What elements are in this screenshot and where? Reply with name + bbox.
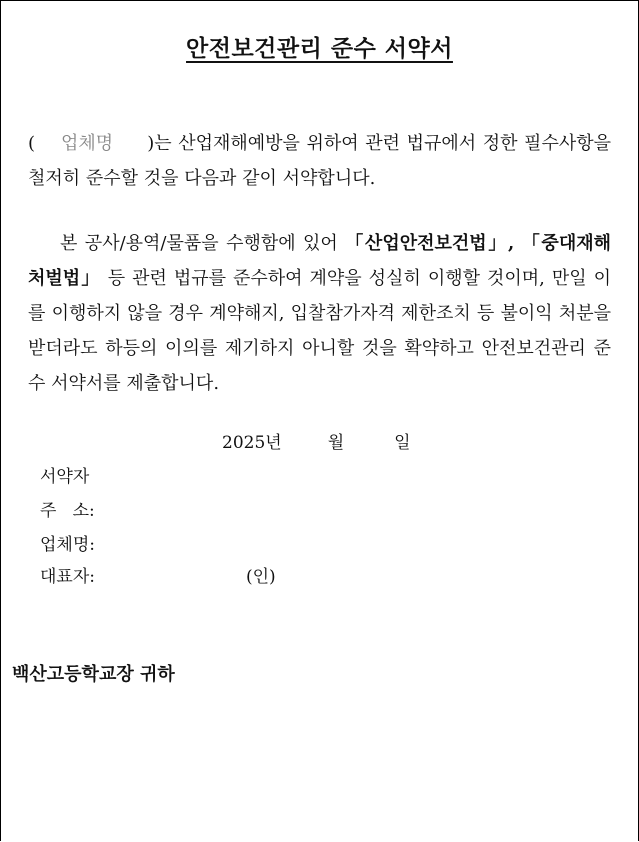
- date-day: 일: [394, 433, 411, 453]
- pledge-paragraph-2-rest: 등 관련 법규를 준수하여 계약을 성실히 이행할 것이며, 만일 이를 이행하지 않을 경우 계약해지, 입찰참가자격 제한조치 등 불이익 처분을 받더라도 하등의 이의를 제기하지 아니할 것을 확약하고 안전보건관리 준수 서약서를 제출합니다.: [28, 268, 611, 394]
- law-serious-accidents: 「중대재해처벌법」: [28, 233, 611, 289]
- representative-label: 대표자:: [40, 567, 95, 587]
- seal-mark: (인): [246, 567, 276, 587]
- signer-label: 서약자: [40, 467, 90, 487]
- company-name-placeholder: 업체명: [61, 133, 114, 154]
- date-month: 월: [327, 433, 345, 453]
- pledge-paragraph-1: [28, 126, 611, 196]
- pledge-paragraph-2: [28, 226, 611, 401]
- date-line: [222, 428, 411, 453]
- company-label: 업체명:: [40, 535, 95, 555]
- open-paren: (: [28, 133, 36, 154]
- law-industrial-safety: 「산업안전보건법」,: [345, 233, 515, 254]
- recipient: 백산고등학교장 귀하: [12, 664, 175, 685]
- document-title: 안전보건관리 준수 서약서: [186, 36, 453, 62]
- pledge-paragraph-1-text: )는 산업재해예방을 위하여 관련 법규에서 정한 필수사항을 철저히 준수할 것을 다음과 같이 서약합니다.: [28, 133, 611, 189]
- date-year: 2025년: [222, 433, 282, 453]
- address-label: 주 소:: [40, 501, 95, 521]
- pledge-paragraph-2-lead: 본 공사/용역/물품을 수행함에 있어: [60, 233, 346, 254]
